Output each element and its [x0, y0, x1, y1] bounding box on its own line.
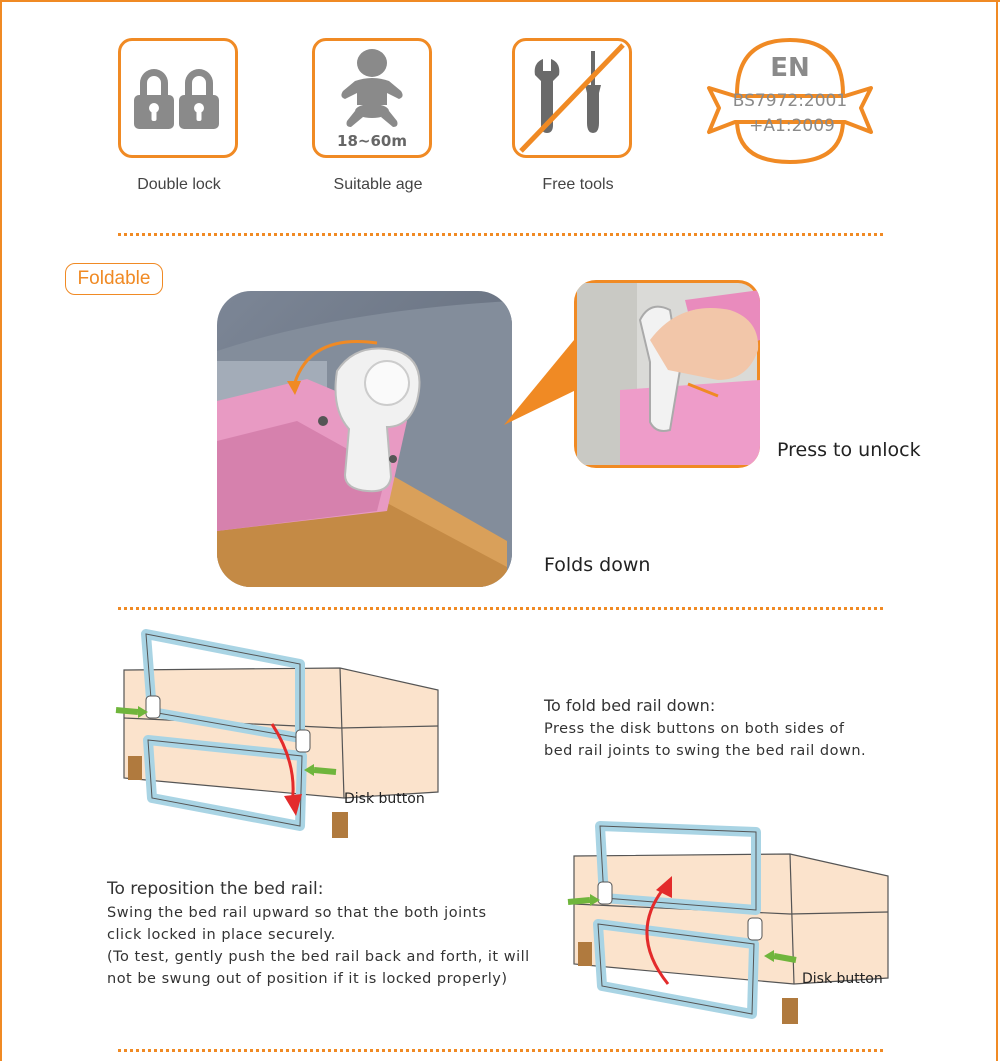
page-frame-top [0, 0, 1000, 2]
divider-1 [118, 233, 883, 236]
reposition-line-1: Swing the bed rail upward so that the both joints [107, 905, 487, 921]
fold-down-line-2: bed rail joints to swing the bed rail down. [544, 743, 867, 759]
double-lock-box [118, 38, 238, 158]
disk-button-label-2: Disk button [802, 971, 883, 987]
reposition-line-4: not be swung out of position if it is locked properly) [107, 971, 508, 987]
folds-down-label: Folds down [544, 554, 651, 576]
fold-down-instructions [544, 696, 866, 762]
suitable-age-box [312, 38, 432, 158]
disk-button-label-1: Disk button [344, 791, 425, 807]
padlock-icon [121, 41, 235, 155]
reposition-instructions [107, 879, 530, 990]
divider-3 [118, 1049, 883, 1052]
divider-2 [118, 607, 883, 610]
cert-line1: BS7972:2001 [732, 91, 848, 111]
press-unlock-photo [490, 280, 762, 470]
fold-down-line-1: Press the disk buttons on both sides of [544, 721, 845, 737]
double-lock-caption: Double lock [137, 176, 221, 193]
en-certification-badge [705, 36, 875, 166]
suitable-age-caption: Suitable age [333, 176, 423, 193]
baby-icon [315, 41, 429, 155]
press-to-unlock-label: Press to unlock [777, 439, 921, 461]
cert-en: EN [770, 53, 810, 83]
fold-hinge-photo [217, 291, 512, 587]
reposition-heading: To reposition the bed rail: [107, 879, 324, 899]
tools-crossed-icon [515, 41, 629, 155]
reposition-line-2: click locked in place securely. [107, 927, 336, 943]
fold-down-heading: To fold bed rail down: [544, 696, 716, 715]
age-badge: 18~60m [337, 132, 407, 150]
free-tools-box [512, 38, 632, 158]
foldable-tag: Foldable [65, 263, 163, 295]
reposition-diagram [560, 820, 890, 1032]
reposition-line-3: (To test, gently push the bed rail back and forth, it will [107, 949, 530, 965]
cert-line2: +A1:2009 [749, 116, 835, 136]
fold-down-diagram [110, 628, 440, 840]
free-tools-caption: Free tools [542, 176, 614, 193]
